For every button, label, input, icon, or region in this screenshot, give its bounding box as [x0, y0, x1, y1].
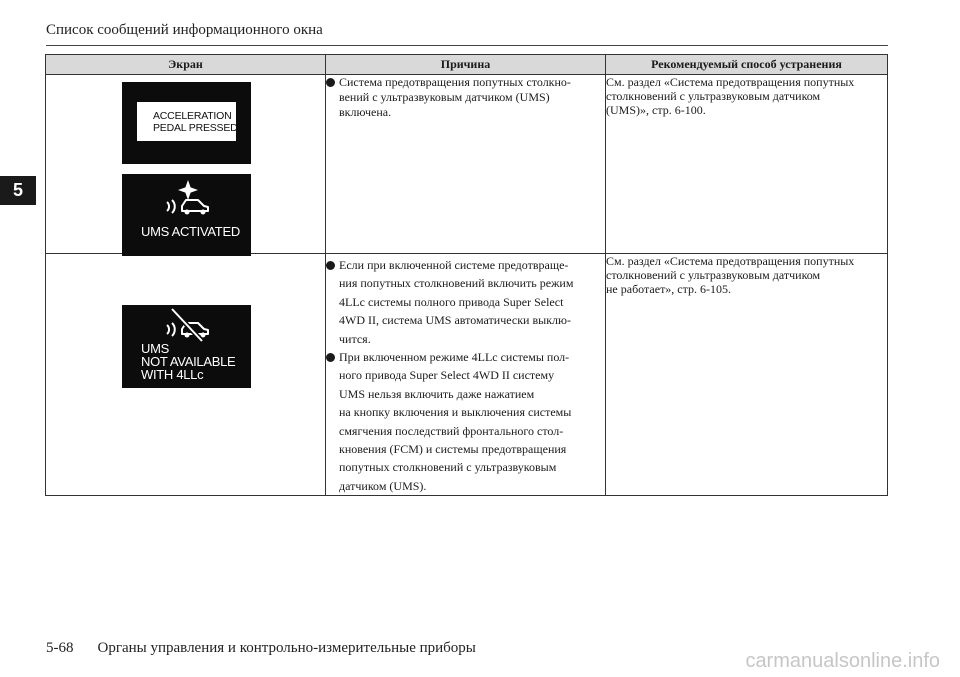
cause-text-line: датчиком (UMS). — [339, 478, 427, 493]
cause-text-line: смягчения последствий фронтального стол- — [339, 423, 564, 438]
ums-activated-display — [122, 174, 251, 256]
message-table — [45, 54, 888, 496]
cause-cell — [326, 75, 606, 254]
column-header-cause: Причина — [326, 55, 606, 75]
remedy-text-line: столкновений с ультразвуковым датчиком — [606, 89, 821, 103]
cause-text-line: кновения (FCM) и системы предотвращения — [339, 442, 567, 457]
remedy-text-line: См. раздел «Система предотвращения попутных — [606, 254, 855, 268]
cause-text-line: Система предотвращения попутных столкно- — [339, 75, 571, 89]
cause-bullet-item — [326, 75, 605, 120]
display-text-line: NOT AVAILABLE — [141, 354, 236, 369]
acceleration-message-box — [137, 102, 236, 141]
bullet-icon — [326, 353, 335, 362]
screen-cell — [46, 254, 326, 496]
cause-text-line: вений с ультразвуковым датчиком (UMS) — [339, 90, 550, 104]
cause-text-line: UMS нельзя включить даже нажатием — [339, 386, 535, 401]
cause-text-line: 4LLc системы полного привода Super Select — [339, 294, 564, 309]
table-row — [46, 254, 888, 496]
cause-text-line: ния попутных столкновений включить режим — [339, 276, 574, 291]
table-row — [46, 75, 888, 254]
cause-text-line: Если при включенной системе предотвраще- — [339, 258, 569, 272]
cause-bullet-item — [326, 256, 605, 348]
table-header-row — [46, 55, 888, 75]
page-header-title: Список сообщений информационного окна — [46, 22, 323, 38]
cause-text-line: на кнопку включения и выключения системы — [339, 405, 572, 420]
display-text-line: PEDAL PRESSED — [153, 122, 238, 134]
watermark: carmanualsonline.info — [745, 650, 940, 672]
remedy-cell — [606, 254, 888, 496]
bullet-icon — [326, 261, 335, 270]
cause-text-line: попутных столкновений с ультразвуковым — [339, 460, 557, 475]
ums-active-icon — [158, 178, 218, 218]
display-text-line: ACCELERATION — [153, 110, 232, 122]
column-header-screen: Экран — [46, 55, 326, 75]
cause-text-line: ного привода Super Select 4WD II систему — [339, 368, 555, 383]
ums-off-icon — [158, 305, 218, 345]
chapter-tab: 5 — [0, 176, 36, 205]
section-title: Органы управления и контрольно-измерительные приборы — [97, 640, 476, 656]
remedy-text-line: (UMS)», стр. 6-100. — [606, 103, 706, 117]
cause-text-line: включена. — [339, 105, 392, 119]
display-text-block — [141, 342, 235, 381]
remedy-text-line: не работает», стр. 6-105. — [606, 282, 732, 296]
cause-cell — [326, 254, 606, 496]
cause-text-line: 4WD II, система UMS автоматически выклю- — [339, 313, 571, 328]
bullet-icon — [326, 78, 335, 87]
cause-text-line: При включенном режиме 4LLc системы пол- — [339, 350, 570, 365]
display-text-line: UMS — [141, 341, 169, 356]
remedy-cell — [606, 75, 888, 254]
header-divider — [46, 45, 888, 46]
page-footer — [46, 640, 476, 657]
acceleration-pedal-display — [122, 82, 251, 164]
cause-bullet-item — [326, 348, 605, 495]
cause-text-line: чится. — [339, 331, 371, 346]
display-text-line: WITH 4LLc — [141, 367, 204, 382]
page-number: 5-68 — [46, 640, 74, 656]
remedy-text-line: См. раздел «Система предотвращения попутных — [606, 75, 855, 89]
display-text-line: UMS ACTIVATED — [141, 224, 240, 239]
screen-cell — [46, 75, 326, 254]
ums-not-available-display — [122, 305, 251, 388]
column-header-remedy: Рекомендуемый способ устранения — [606, 55, 888, 75]
remedy-text-line: столкновений с ультразвуковым датчиком — [606, 268, 821, 282]
